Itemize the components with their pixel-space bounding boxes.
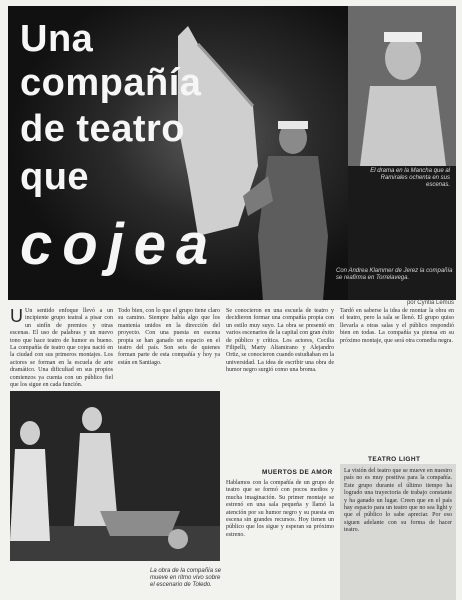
headline-line-4: que [20,156,90,198]
hero-photo-caption: Con Andrea Klammer de Jerez la compañía se reafirma en Torrelavega. [336,268,453,281]
drop-cap: U [10,306,23,326]
headline-line-3: de teatro [20,108,185,150]
stage-scene-figures [10,391,220,561]
article-column-1 [10,308,113,389]
nurse-actor-figure [223,116,343,300]
byline: por Cyntia Lemus [406,300,454,306]
stage-photo-2-caption: La obra de la compañía se mueve en ritmo vivo sobre el escenario de Toledo. [150,568,222,588]
headline-line-1: Una [20,18,94,60]
article-column-4: Tardó en saberse la idea de montar la obra en el teatro, pero la sala se llenó. El grupo quiso llevarla a otras salas y el público respondió bien en todas. La compañía ya piensa en su próximo montaje, que será otra comedia negra. [340,308,454,344]
article-column-3-continued: Hablamos con la compañía de un grupo de teatro que se formó con pocos medios y mucha imaginación. Su primer montaje se estrenó en una sala pequeña y llamó la atención por su humor negro y su puesta en escena sin grandes recursos. Hoy tienen un público que los sigue y esperan su próximo estreno. [226,480,334,538]
article-column-2: Todo bien, con lo que el grupo tiene claro su camino. Siempre había algo que los mantenía unidos en la dirección del proyecto. Con una puesta en escena propia se han ganado un espacio en el teatro del país. Son seis de quienes forman parte de esta compañía y hoy ya están en Santiago. [118,308,220,366]
headline-line-5: cojea [20,212,219,277]
side-nurse-figure [348,6,456,166]
headline-line-2: compañía [20,62,202,104]
subhead-teatro-light: TEATRO LIGHT [368,456,421,463]
article-column-3: Se conocieron en una escuela de teatro y decidieron formar una compañía propia con un estilo muy suyo. La obra se presentó en varios escenarios de la capital con gran éxito de público y crítica. Los actores, Cecilia Filipelli, Marty Altamirano y Alejandro Ortiz, se conocieron cuando estudiaban en la universidad. La idea de escribir una obra de humor negro surgió como una broma. [226,308,334,374]
article-column-4-continued: La visión del teatro que se mueve en nuestro país no es muy positiva para la compañía. Este grupo durante el último tiempo ha logrado una trayectoria de trabajo constante y ha ganado un lugar. Creen que en el país hay espacio para un teatro que no sea light y que el público lo sabe apreciar. Por eso siguen adelante con su forma de hacer teatro. [344,468,452,534]
column-1-text: Un sentido enfoque llevó a un incipiente grupo teatral a pisar con un sinfín de premios y otras escenas. El uso de palabras y un nuevo tono que hace teatro de humor es bueno. La compañía de teatro que cojea nació en la ciudad con sus primeros montajes. Los actores se forman en la escuela de arte dramático. Una dificultad en sus propios comienzos ya cuenta con un público fiel que los sigue en cada función. [10,308,113,389]
subhead-muertos-de-amor: MUERTOS DE AMOR [262,469,333,476]
side-photo-caption: El drama en la Mancha que al Ramirales ochenta en sus escenas. [370,168,450,188]
hero-photo [8,6,348,300]
stage-photo-2 [10,391,220,561]
side-photo [348,6,456,166]
